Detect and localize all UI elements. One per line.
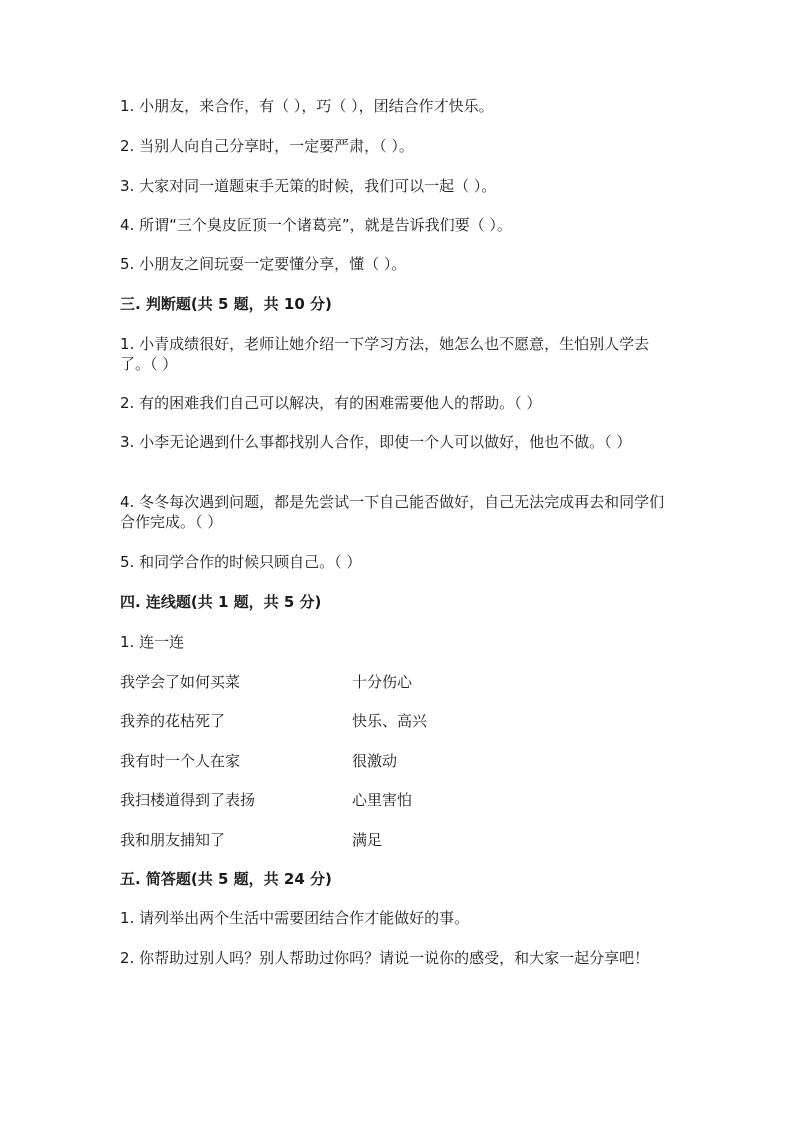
section-heading-judge: 三. 判断题(共 5 题，共 10 分) [120,295,332,313]
judge-item-4: 4. 冬冬每次遇到问题，都是先尝试一下自己能否做好，自己无法完成再去和同学们合作完成。（ ） [120,493,665,531]
matching-right-item: 心里害怕 [352,791,413,809]
judge-item-5: 5. 和同学合作的时候只顾自己。（ ） [120,553,362,571]
matching-row [120,790,680,810]
fill-in-item-5: 5. 小朋友之间玩耍一定要懂分享，懂（ ）。 [120,255,407,273]
matching-right-item: 很激动 [352,752,398,770]
matching-row [120,672,680,692]
matching-right-item: 十分伤心 [352,673,413,691]
judge-item-1: 1. 小青成绩很好，老师让她介绍一下学习方法，她怎么也不愿意，生怕别人学去了。（ ） [120,335,650,373]
matching-row [120,711,680,731]
matching-left-item: 我扫楼道得到了表扬 [120,791,256,809]
short-answer-item-2: 2. 你帮助过别人吗？别人帮助过你吗？请说一说你的感受，和大家一起分享吧！ [120,949,650,967]
short-answer-item-1: 1. 请列举出两个生活中需要团结合作才能做好的事。 [120,909,470,927]
matching-left-item: 我养的花枯死了 [120,712,226,730]
matching-left-item: 我和朋友捕知了 [120,831,226,849]
section-heading-short-answer: 五. 简答题(共 5 题，共 24 分) [120,870,332,888]
matching-left-item: 我有时一个人在家 [120,752,241,770]
fill-in-item-2: 2. 当别人向自己分享时，一定要严肃，（ ）。 [120,137,414,155]
matching-row [120,830,680,850]
matching-question: 1. 连一连 [120,633,185,651]
judge-item-3: 3. 小李无论遇到什么事都找别人合作，即使一个人可以做好，他也不做。（ ） [120,433,632,451]
section-heading-matching: 四. 连线题(共 1 题，共 5 分) [120,593,322,611]
fill-in-item-3: 3. 大家对同一道题束手无策的时候，我们可以一起（ ）。 [120,177,497,195]
fill-in-item-1: 1. 小朋友，来合作，有（ ），巧（ ），团结合作才快乐。 [120,97,494,115]
matching-right-item: 快乐、高兴 [352,712,428,730]
matching-row [120,751,680,771]
fill-in-item-4: 4. 所谓“三个臭皮匠顶一个诸葛亮”，就是告诉我们要（ ）。 [120,216,512,234]
matching-right-item: 满足 [352,831,383,849]
judge-item-2: 2. 有的困难我们自己可以解决，有的困难需要他人的帮助。（ ） [120,394,542,412]
matching-left-item: 我学会了如何买菜 [120,673,241,691]
